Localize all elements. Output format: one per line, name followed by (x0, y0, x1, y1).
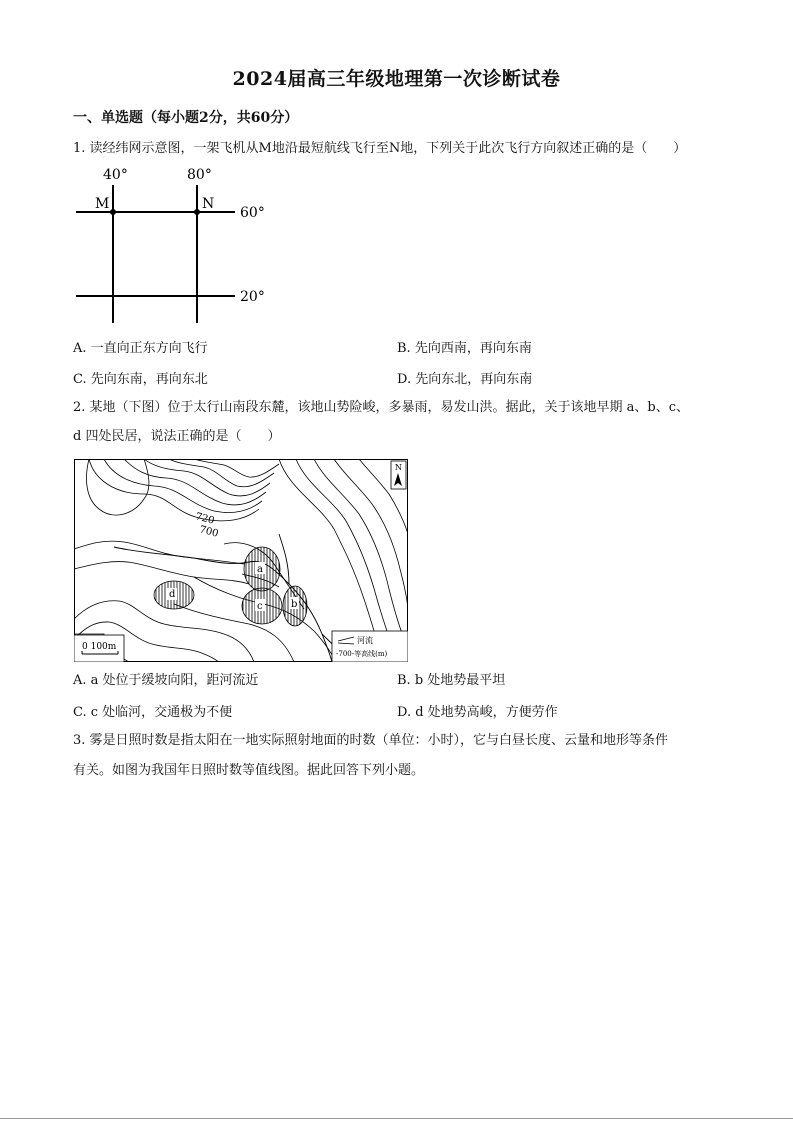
legend-contour-label: -700-等高线(m) (336, 650, 388, 658)
contour-720-label: 720 (194, 511, 216, 527)
question-2-line-2: d 四处民居，说法正确的是（ ） (73, 429, 281, 444)
lat-top-label: 60° (240, 205, 265, 221)
point-n-marker (194, 209, 200, 215)
q1-option-b[interactable]: B. 先向西南，再向东南 (397, 341, 532, 356)
scale-label: 0 100m (82, 642, 117, 652)
section-heading: 一、单选题（每小题2分，共60分） (73, 110, 299, 126)
q1-option-c[interactable]: C. 先向东南，再向东北 (73, 372, 208, 387)
point-m-marker (110, 209, 116, 215)
q2-option-d[interactable]: D. d 处地势高峻，方便劳作 (397, 705, 558, 720)
q2-option-c[interactable]: C. c 处临河，交通极为不便 (73, 705, 233, 720)
page-title: 2024届高三年级地理第一次诊断试卷 (232, 68, 561, 90)
question-3-line-2: 有关。如图为我国年日照时数等值线图。据此回答下列小题。 (73, 763, 425, 778)
legend-river-label: 河流 (357, 636, 373, 645)
site-c-label: c (257, 601, 263, 612)
contour-700-label: 700 (198, 524, 220, 540)
q1-graticule-figure (70, 160, 280, 330)
question-1-text: 1. 读经纬网示意图，一架飞机从M地沿最短航线飞行至N地，下列关于此次飞行方向叙述正确的是（ ） (73, 141, 687, 156)
lat-bottom-label: 20° (240, 289, 265, 305)
page-bottom-rule (0, 1118, 793, 1119)
point-m-label: M (95, 196, 110, 212)
point-n-label: N (202, 196, 215, 212)
q1-option-d[interactable]: D. 先向东北，再向东南 (397, 372, 533, 387)
lon-right-label: 80° (187, 167, 212, 183)
q1-option-a[interactable]: A. 一直向正东方向飞行 (73, 341, 208, 356)
site-b-label: b (291, 599, 298, 610)
q2-option-a[interactable]: A. a 处位于缓坡向阳，距河流近 (73, 673, 259, 688)
q2-contour-map (74, 459, 408, 662)
q2-option-b[interactable]: B. b 处地势最平坦 (397, 673, 506, 688)
site-a-label: a (257, 564, 263, 575)
question-3-line-1: 3. 雾是日照时数是指太阳在一地实际照射地面的时数（单位：小时），它与白昼长度、云量和地形等条件 (73, 733, 669, 748)
lon-left-label: 40° (103, 167, 128, 183)
site-d-label: d (169, 589, 176, 600)
north-label: N (395, 463, 402, 472)
question-2-line-1: 2. 某地（下图）位于太行山南段东麓，该地山势险峻，多暴雨，易发山洪。据此，关于该地早期 a、b、c、 (73, 400, 690, 415)
